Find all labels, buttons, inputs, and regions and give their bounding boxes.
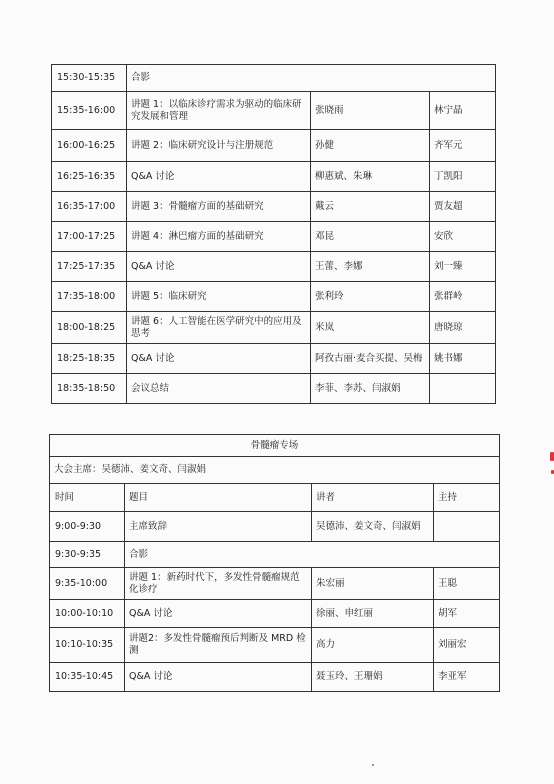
speaker-cell: 邓昆	[311, 222, 430, 252]
speaker-cell: 张晓雨	[311, 92, 430, 130]
session-title: 骨髓瘤专场	[50, 435, 500, 457]
topic-cell: 讲题 4：淋巴瘤方面的基础研究	[127, 222, 311, 252]
table-row	[52, 130, 496, 162]
time-cell: 18:35-18:50	[52, 374, 127, 404]
speaker-cell: 徐丽、申红丽	[312, 600, 434, 628]
host-cell: 姚书娜	[430, 344, 496, 374]
table-row	[52, 282, 496, 312]
topic-cell: Q&A 讨论	[127, 162, 311, 192]
topic-cell: 讲题 1：以临床诊疗需求为驱动的临床研究发展和管理	[127, 92, 311, 130]
host-cell: 贾友超	[430, 192, 496, 222]
host-cell	[434, 512, 500, 542]
schedule-table-top	[51, 64, 496, 404]
table-row	[52, 374, 496, 404]
time-cell: 9:00-9:30	[50, 512, 125, 542]
table-row	[52, 222, 496, 252]
time-cell: 15:30-15:35	[52, 65, 127, 92]
time-cell: 17:00-17:25	[52, 222, 127, 252]
schedule-table-myeloma	[49, 434, 500, 692]
session-chairs: 大会主席：吴德沛、姜文奇、闫淑娟	[50, 457, 500, 484]
table-row	[50, 435, 500, 457]
table-row	[52, 252, 496, 282]
time-cell: 9:35-10:00	[50, 568, 125, 600]
speaker-cell: 王蕾、李娜	[311, 252, 430, 282]
time-cell: 16:35-17:00	[52, 192, 127, 222]
speaker-cell: 柳惠斌、朱琳	[311, 162, 430, 192]
table-row	[52, 344, 496, 374]
host-cell: 丁凯阳	[430, 162, 496, 192]
time-cell: 15:35-16:00	[52, 92, 127, 130]
topic-cell: 会议总结	[127, 374, 311, 404]
host-cell: 张群岭	[430, 282, 496, 312]
table-row	[50, 600, 500, 628]
scan-speck	[372, 764, 374, 766]
table-row	[50, 512, 500, 542]
speaker-cell: 张利玲	[311, 282, 430, 312]
topic-cell: Q&A 讨论	[127, 344, 311, 374]
topic-cell: Q&A 讨论	[125, 663, 312, 692]
time-cell: 10:00-10:10	[50, 600, 125, 628]
time-cell: 16:25-16:35	[52, 162, 127, 192]
table-row	[52, 312, 496, 344]
topic-cell: 讲题 2：临床研究设计与注册规范	[127, 130, 311, 162]
host-cell: 安欣	[430, 222, 496, 252]
table-row	[50, 457, 500, 484]
topic-cell: Q&A 讨论	[125, 600, 312, 628]
table-row	[52, 192, 496, 222]
topic-cell: Q&A 讨论	[127, 252, 311, 282]
header-host: 主持	[434, 484, 500, 512]
speaker-cell: 朱宏丽	[312, 568, 434, 600]
table-row	[50, 663, 500, 692]
topic-cell: 合影	[127, 65, 496, 92]
speaker-cell: 聂玉玲、王珊娟	[312, 663, 434, 692]
host-cell: 齐军元	[430, 130, 496, 162]
topic-cell: 讲题2：多发性骨髓瘤预后判断及 MRD 检测	[125, 628, 312, 663]
table-row	[50, 542, 500, 568]
table-row	[50, 568, 500, 600]
time-cell: 9:30-9:35	[50, 542, 125, 568]
topic-cell: 主席致辞	[125, 512, 312, 542]
speaker-cell: 李菲、李苏、闫淑娟	[311, 374, 430, 404]
speaker-cell: 阿孜古丽·麦合买提、吴梅	[311, 344, 430, 374]
time-cell: 17:35-18:00	[52, 282, 127, 312]
time-cell: 10:35-10:45	[50, 663, 125, 692]
host-cell: 唐晓琼	[430, 312, 496, 344]
time-cell: 16:00-16:25	[52, 130, 127, 162]
host-cell	[430, 374, 496, 404]
time-cell: 10:10-10:35	[50, 628, 125, 663]
topic-cell: 讲题 5：临床研究	[127, 282, 311, 312]
speaker-cell: 孙健	[311, 130, 430, 162]
speaker-cell: 米岚	[311, 312, 430, 344]
header-speaker: 讲者	[312, 484, 434, 512]
host-cell: 刘丽宏	[434, 628, 500, 663]
header-topic: 题目	[125, 484, 312, 512]
time-cell: 17:25-17:35	[52, 252, 127, 282]
topic-cell: 合影	[125, 542, 500, 568]
speaker-cell: 戴云	[311, 192, 430, 222]
speaker-cell: 吴德沛、姜文奇、闫淑娟	[312, 512, 434, 542]
table-row	[52, 92, 496, 130]
host-cell: 刘一臻	[430, 252, 496, 282]
table-header-row	[50, 484, 500, 512]
host-cell: 李亚军	[434, 663, 500, 692]
host-cell: 林宁晶	[430, 92, 496, 130]
host-cell: 王聪	[434, 568, 500, 600]
topic-cell: 讲题 1：新药时代下，多发性骨髓瘤规范化诊疗	[125, 568, 312, 600]
time-cell: 18:00-18:25	[52, 312, 127, 344]
host-cell: 胡军	[434, 600, 500, 628]
table-row	[52, 65, 496, 92]
time-cell: 18:25-18:35	[52, 344, 127, 374]
table-row	[50, 628, 500, 663]
speaker-cell: 高力	[312, 628, 434, 663]
red-stamp-mark	[550, 452, 554, 461]
topic-cell: 讲题 3：骨髓瘤方面的基础研究	[127, 192, 311, 222]
table-row	[52, 162, 496, 192]
topic-cell: 讲题 6：人工智能在医学研究中的应用及思考	[127, 312, 311, 344]
header-time: 时间	[50, 484, 125, 512]
